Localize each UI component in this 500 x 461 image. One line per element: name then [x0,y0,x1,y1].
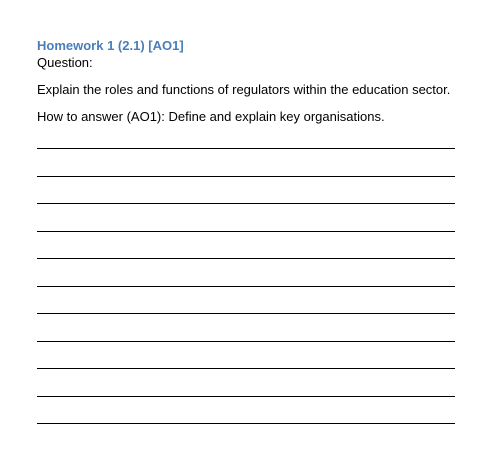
answer-line [37,176,455,177]
answer-line [37,313,455,314]
question-text: Explain the roles and functions of regulators within the education sector. [37,82,451,97]
answer-line [37,203,455,204]
answer-line [37,423,455,424]
how-to-answer: How to answer (AO1): Define and explain key organisations. [37,109,385,124]
answer-line [37,231,455,232]
question-label: Question: [37,55,93,70]
answer-line [37,341,455,342]
answer-line [37,396,455,397]
homework-heading: Homework 1 (2.1) [AO1] [37,38,184,53]
answer-line [37,286,455,287]
answer-line [37,258,455,259]
answer-lines [37,0,455,461]
answer-line [37,368,455,369]
answer-line [37,148,455,149]
